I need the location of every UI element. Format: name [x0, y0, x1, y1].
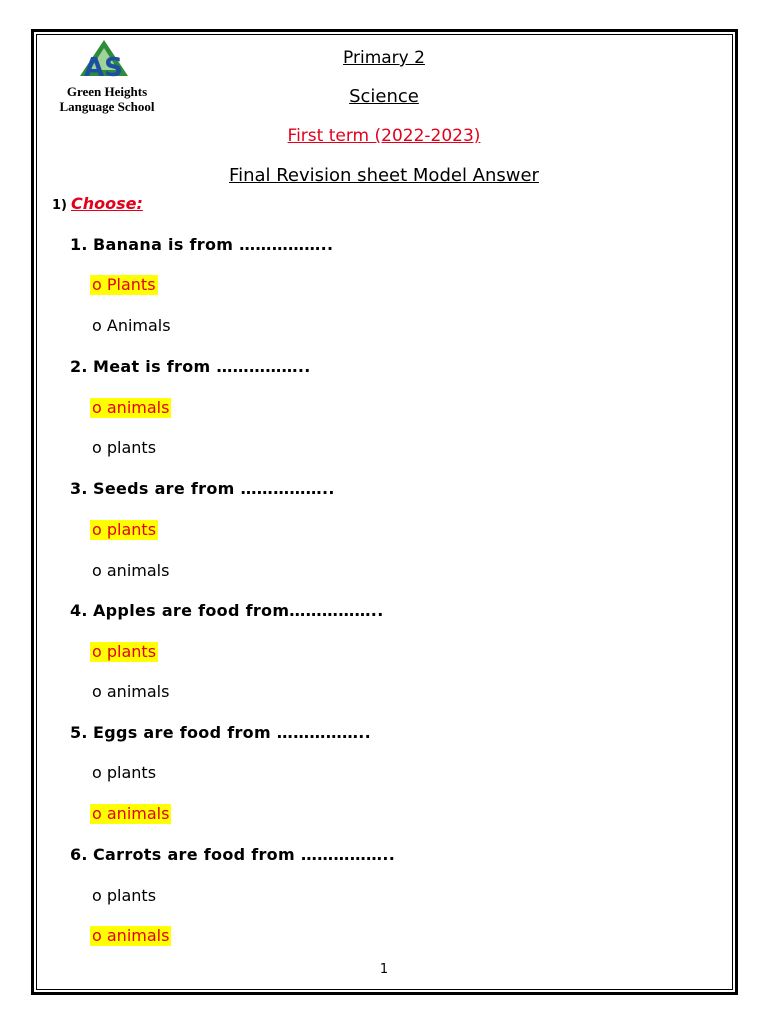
correct-answer-option: o plants [92, 642, 157, 661]
question-text: Meat is from …………….. [93, 357, 311, 376]
term-heading: First term (2022-2023) [287, 126, 481, 146]
answer-option: o plants [92, 886, 157, 905]
question-text: Carrots are food from …………….. [93, 845, 396, 864]
subject-heading: Science [349, 86, 419, 107]
correct-answer-option: o Plants [92, 275, 156, 294]
question-number: 5. [70, 723, 88, 742]
question-text: Apples are food from…………….. [93, 601, 384, 620]
question [70, 845, 395, 864]
grade-heading: Primary 2 [343, 48, 425, 68]
question-number: 2. [70, 357, 88, 376]
answer-option: o Animals [92, 316, 171, 335]
question-number: 4. [70, 601, 88, 620]
section-heading [52, 194, 143, 213]
section-number: 1) [52, 198, 67, 213]
answer-option: o plants [92, 438, 157, 457]
question-number: 6. [70, 845, 88, 864]
question-number: 1. [70, 235, 88, 254]
question-text: Banana is from …………….. [93, 235, 334, 254]
correct-answer-option: o animals [92, 926, 170, 945]
correct-answer-option: o plants [92, 520, 157, 539]
school-name: Green Heights Language School [59, 84, 155, 114]
section-title: Choose: [71, 194, 143, 213]
correct-answer-option: o animals [92, 398, 170, 417]
correct-answer-option: o animals [92, 804, 170, 823]
question [70, 235, 333, 254]
answer-option: o plants [92, 763, 157, 782]
question-text: Eggs are food from …………….. [93, 723, 372, 742]
answer-option: o animals [92, 561, 170, 580]
question [70, 479, 335, 498]
question [70, 723, 371, 742]
answer-option: o animals [92, 682, 170, 701]
question-text: Seeds are from …………….. [93, 479, 335, 498]
page-number: 1 [379, 962, 389, 977]
question [70, 357, 311, 376]
logo-initials: AS [84, 53, 123, 82]
sheet-title: Final Revision sheet Model Answer [229, 165, 539, 186]
question-number: 3. [70, 479, 88, 498]
question [70, 601, 384, 620]
